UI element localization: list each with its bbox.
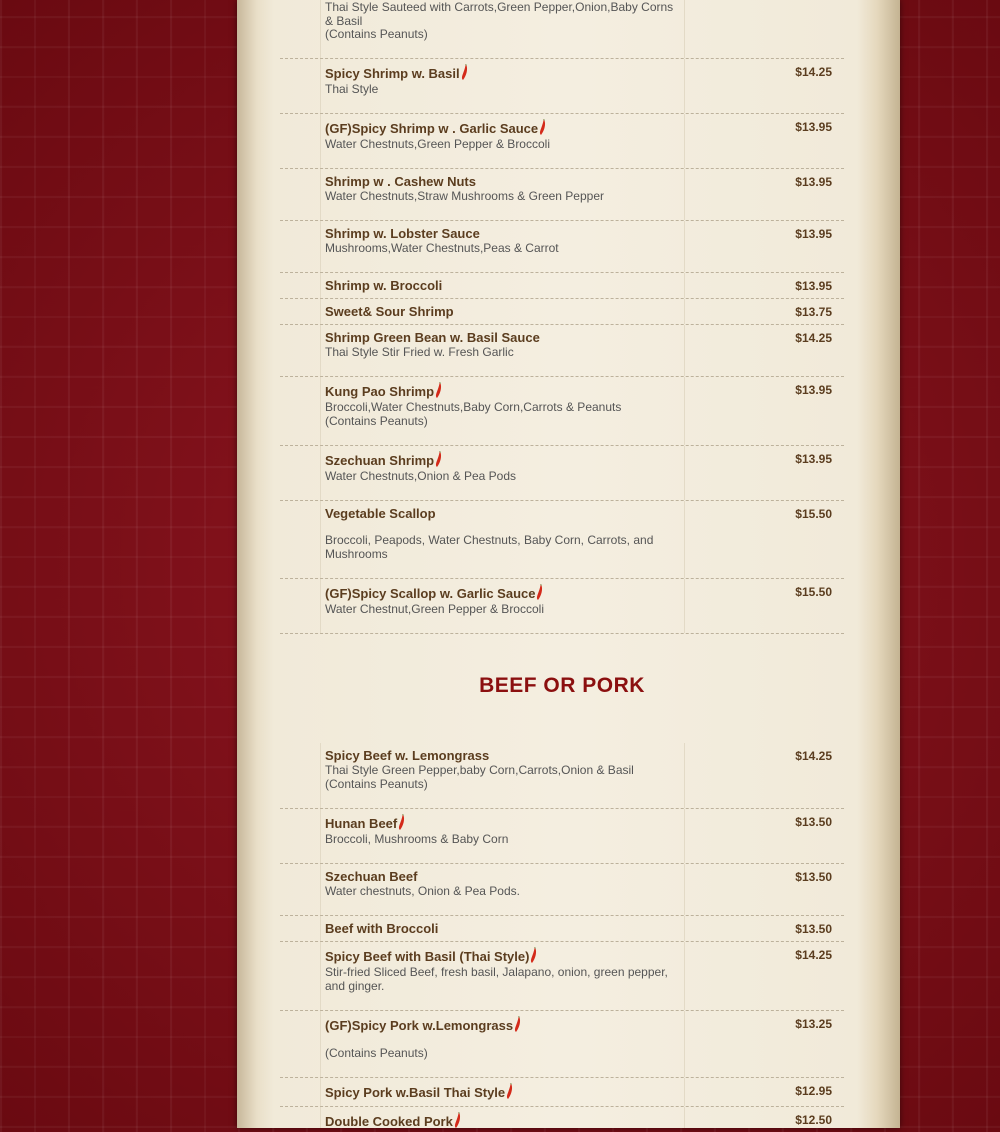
item-name: Szechuan Beef: [325, 869, 418, 884]
item-name: [325, 584, 543, 604]
item-name: [325, 382, 442, 402]
menu-item: [280, 1011, 844, 1078]
item-price: $13.95: [795, 227, 832, 241]
menu-item: [280, 809, 844, 864]
row-gutter: [280, 864, 321, 915]
item-price: $12.50: [795, 1113, 832, 1127]
item-name: [325, 119, 546, 139]
item-name: [325, 1016, 521, 1036]
item-name: Shrimp w . Cashew Nuts: [325, 174, 476, 189]
column-divider: [684, 325, 685, 376]
column-divider: [684, 221, 685, 272]
item-price: $14.25: [795, 331, 832, 345]
chili-pepper-icon: [536, 584, 543, 604]
row-gutter: [280, 299, 321, 324]
item-price: $15.50: [795, 585, 832, 599]
menu-item: [280, 0, 844, 59]
menu-item: [280, 299, 844, 325]
item-price: $13.75: [795, 305, 832, 319]
item-price: $14.25: [795, 749, 832, 763]
row-gutter: [280, 273, 321, 298]
column-divider: [684, 273, 685, 298]
item-price: $13.95: [795, 452, 832, 466]
item-name-text: Spicy Shrimp w. Basil: [325, 66, 460, 81]
item-note: (Contains Peanuts): [325, 777, 428, 791]
item-price: $13.95: [795, 383, 832, 397]
menu-item: [280, 446, 844, 501]
item-name: Vegetable Scallop: [325, 506, 436, 521]
column-divider: [684, 942, 685, 1010]
item-description: Thai Style Stir Fried w. Fresh Garlic: [325, 345, 514, 359]
menu-item: [280, 114, 844, 169]
section-title: BEEF OR PORK: [479, 674, 645, 697]
item-name: [325, 814, 405, 834]
item-description: (Contains Peanuts): [325, 1046, 428, 1060]
item-price: $12.95: [795, 1084, 832, 1098]
item-price: $13.50: [795, 815, 832, 829]
menu-item: [280, 169, 844, 221]
item-name: Shrimp w. Lobster Sauce: [325, 226, 480, 241]
chili-pepper-icon: [435, 382, 442, 402]
row-gutter: [280, 916, 321, 941]
item-description: Thai Style: [325, 82, 379, 96]
column-divider: [684, 299, 685, 324]
item-name: Sweet& Sour Shrimp: [325, 304, 454, 319]
item-name-text: (GF)Spicy Shrimp w . Garlic Sauce: [325, 121, 539, 136]
item-name-text: Szechuan Shrimp: [325, 453, 435, 468]
menu-item: [280, 221, 844, 273]
item-description: Water Chestnuts,Onion & Pea Pods: [325, 469, 516, 483]
chili-pepper-icon: [398, 814, 405, 834]
row-gutter: [280, 743, 321, 808]
row-gutter: [280, 1107, 321, 1128]
column-divider: [684, 1107, 685, 1128]
row-gutter: [280, 377, 321, 445]
item-description: Stir-fried Sliced Beef, fresh basil, Jalapano, onion, green pepper, and ginger.: [325, 965, 668, 993]
row-gutter: [280, 1011, 321, 1077]
item-description: Mushrooms,Water Chestnuts,Peas & Carrot: [325, 241, 559, 255]
item-price: $13.25: [795, 1017, 832, 1031]
item-description: Broccoli,Water Chestnuts,Baby Corn,Carrots & Peanuts: [325, 400, 622, 414]
item-note: (Contains Peanuts): [325, 27, 428, 41]
item-description: Water Chestnut,Green Pepper & Broccoli: [325, 602, 544, 616]
menu-item: [280, 1107, 844, 1128]
item-note: (Contains Peanuts): [325, 414, 428, 428]
row-gutter: [280, 221, 321, 272]
column-divider: [684, 809, 685, 863]
chili-pepper-icon: [506, 1083, 513, 1103]
chili-pepper-icon: [454, 1112, 461, 1132]
chili-pepper-icon: [461, 64, 468, 84]
menu-item: [280, 579, 844, 634]
menu-item: [280, 864, 844, 916]
row-gutter: [280, 579, 321, 633]
item-name: Spicy Beef w. Lemongrass: [325, 748, 490, 763]
row-gutter: [280, 169, 321, 220]
item-name: Shrimp w. Broccoli: [325, 278, 443, 293]
row-gutter: [280, 325, 321, 376]
item-price: $14.25: [795, 65, 832, 79]
item-name: [325, 947, 537, 967]
column-divider: [684, 59, 685, 113]
column-divider: [684, 169, 685, 220]
item-price: $14.25: [795, 948, 832, 962]
item-name-text: Spicy Beef with Basil (Thai Style): [325, 949, 530, 964]
menu-item: [280, 377, 844, 446]
row-gutter: [280, 809, 321, 863]
column-divider: [684, 579, 685, 633]
column-divider: [684, 0, 685, 58]
item-name-text: Spicy Pork w.Basil Thai Style: [325, 1085, 506, 1100]
row-gutter: [280, 114, 321, 168]
item-description: Water Chestnuts,Green Pepper & Broccoli: [325, 137, 550, 151]
column-divider: [684, 916, 685, 941]
item-price: $13.50: [795, 922, 832, 936]
column-divider: [684, 864, 685, 915]
chili-pepper-icon: [539, 119, 546, 139]
item-price: $13.50: [795, 870, 832, 884]
menu-item: [280, 1078, 844, 1107]
item-price: $13.95: [795, 120, 832, 134]
menu-item: [280, 501, 844, 579]
row-gutter: [280, 942, 321, 1010]
column-divider: [684, 743, 685, 808]
row-gutter: [280, 501, 321, 578]
row-gutter: [280, 1078, 321, 1106]
menu-item: [280, 942, 844, 1011]
item-name: [325, 1083, 513, 1103]
item-price: $13.95: [795, 279, 832, 293]
item-name-text: Double Cooked Pork: [325, 1114, 453, 1129]
menu-item: [280, 916, 844, 942]
column-divider: [684, 1011, 685, 1077]
item-name: [325, 451, 442, 471]
column-divider: [684, 501, 685, 578]
row-gutter: [280, 446, 321, 500]
item-name: Beef with Broccoli: [325, 921, 439, 936]
row-gutter: [280, 0, 321, 58]
item-description: Water Chestnuts,Straw Mushrooms & Green Pepper: [325, 189, 604, 203]
menu-item: [280, 59, 844, 114]
item-price: $15.50: [795, 507, 832, 521]
item-description: Broccoli, Peapods, Water Chestnuts, Baby Corn, Carrots, and Mushrooms: [325, 533, 654, 561]
menu-item: [280, 325, 844, 377]
column-divider: [684, 1078, 685, 1106]
item-name: Shrimp Green Bean w. Basil Sauce: [325, 330, 540, 345]
menu-item: [280, 743, 844, 809]
item-description: Broccoli, Mushrooms & Baby Corn: [325, 832, 509, 846]
item-name: [325, 1112, 461, 1132]
menu-item: [280, 273, 844, 299]
item-name-text: Kung Pao Shrimp: [325, 384, 435, 399]
item-price: $13.95: [795, 175, 832, 189]
item-name-text: (GF)Spicy Pork w.Lemongrass: [325, 1018, 514, 1033]
item-description: Thai Style Green Pepper,baby Corn,Carrots,Onion & Basil: [325, 763, 634, 777]
column-divider: [684, 114, 685, 168]
item-description: Water chestnuts, Onion & Pea Pods.: [325, 884, 520, 898]
item-name: [325, 64, 468, 84]
chili-pepper-icon: [514, 1016, 521, 1036]
column-divider: [684, 446, 685, 500]
item-name-text: (GF)Spicy Scallop w. Garlic Sauce: [325, 586, 536, 601]
chili-pepper-icon: [530, 947, 537, 967]
chili-pepper-icon: [435, 451, 442, 471]
item-name-text: Hunan Beef: [325, 816, 398, 831]
column-divider: [684, 377, 685, 445]
row-gutter: [280, 59, 321, 113]
item-description: Thai Style Sauteed with Carrots,Green Pepper,Onion,Baby Corns & Basil: [325, 0, 674, 28]
